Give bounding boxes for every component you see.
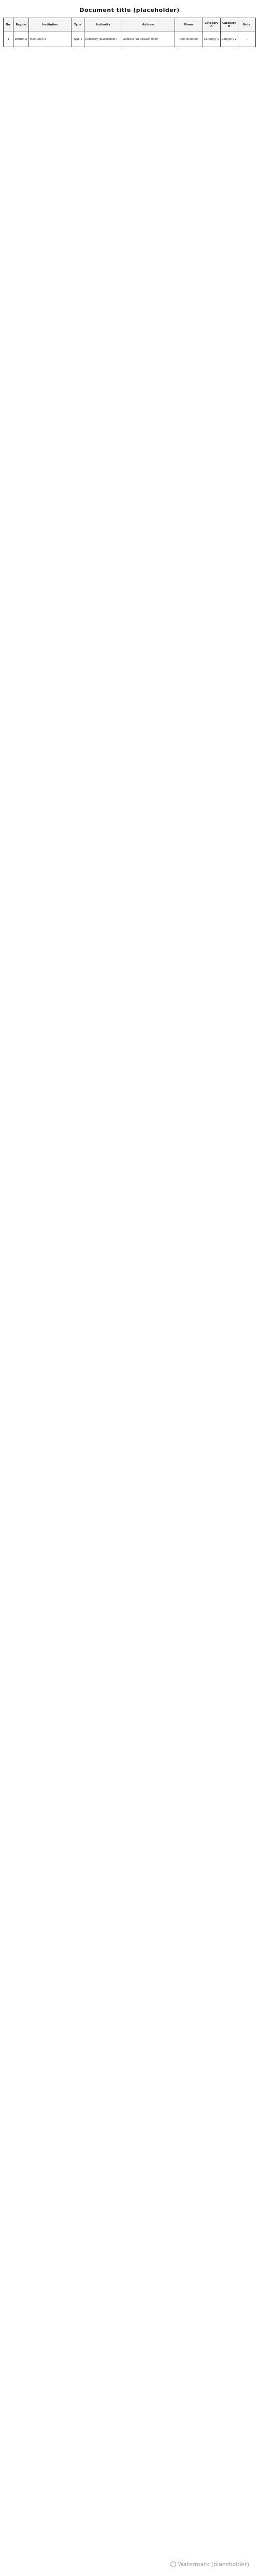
column-header: Note [238, 18, 255, 32]
column-header: Phone [175, 18, 203, 32]
table-cell: Category 2 [220, 32, 238, 47]
table-cell: 1 [4, 32, 13, 47]
table-header-row [4, 18, 256, 32]
watermark [168, 2560, 252, 2569]
document-title: Document title (placeholder) [79, 7, 180, 13]
table-cell: — [238, 32, 255, 47]
data-table [3, 18, 256, 47]
table-row [4, 32, 256, 47]
watermark-logo-icon [170, 2561, 176, 2567]
table-cell: Category 1 [203, 32, 220, 47]
table-body [4, 32, 256, 47]
table-cell: Institution 1 [28, 32, 71, 47]
column-header: Authority [84, 18, 122, 32]
column-header: Category B [220, 18, 238, 32]
table-cell: 000-0000000 [175, 32, 203, 47]
watermark-text: Watermark (placeholder) [178, 2561, 249, 2568]
table-cell: Address line (placeholder) [122, 32, 175, 47]
column-header: Type [71, 18, 84, 32]
column-header: Category A [203, 18, 220, 32]
column-header: No. [4, 18, 13, 32]
table-cell: District A [13, 32, 28, 47]
column-header: Region [13, 18, 28, 32]
document-sheet [3, 3, 256, 2570]
column-header: Institution [28, 18, 71, 32]
table-cell: Authority (placeholder) [84, 32, 122, 47]
table-cell: Type 1 [71, 32, 84, 47]
column-header: Address [122, 18, 175, 32]
